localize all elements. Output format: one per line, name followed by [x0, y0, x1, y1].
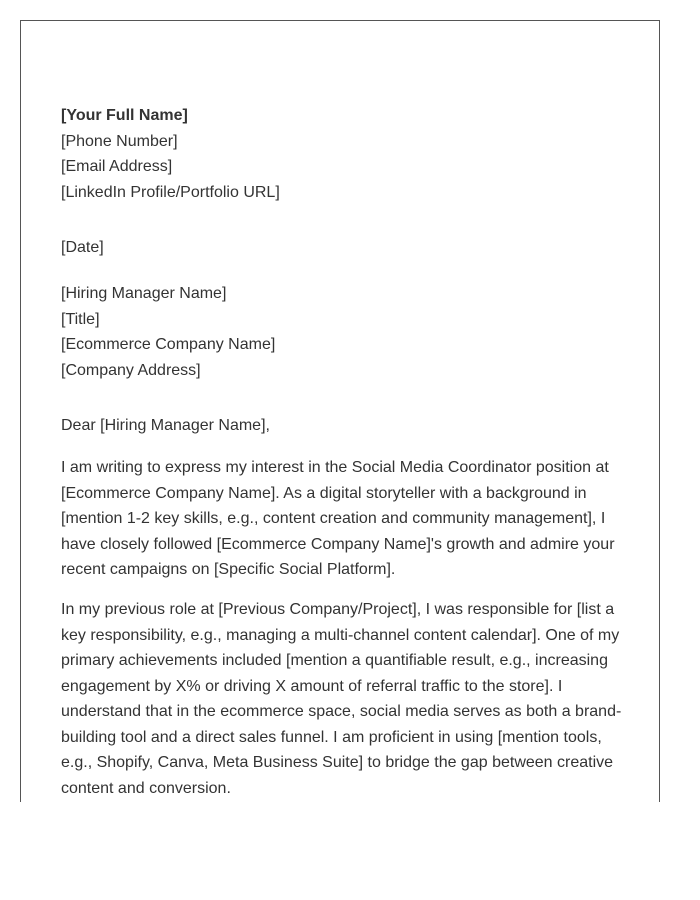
sender-block — [61, 103, 626, 205]
document-page — [20, 20, 660, 802]
sender-linkedin: [LinkedIn Profile/Portfolio URL] — [61, 183, 280, 201]
recipient-block — [61, 281, 626, 383]
spacer — [61, 383, 626, 413]
recipient-company: [Ecommerce Company Name] — [61, 336, 276, 354]
spacer — [61, 205, 626, 235]
letter-body — [61, 103, 626, 802]
salutation: Dear [Hiring Manager Name], — [61, 417, 270, 435]
sender-name: [Your Full Name] — [61, 107, 188, 124]
letter-date: [Date] — [61, 239, 104, 257]
sender-phone: [Phone Number] — [61, 132, 178, 150]
recipient-address: [Company Address] — [61, 361, 201, 379]
paragraph-experience: In my previous role at [Previous Company/Project], I was responsible for [list a key responsibility, e.g., managing a multi-channel content calendar]. One of my primary achievements included [mention a quantifiable result, e.g., increasing engagement by X% or driving X amount of referral traffic to the store]. I understand that in the ecommerce space, social media serves as both a brand-building tool and a direct sales funnel. I am proficient in using [mention tools, e.g., Shopify, Canva, Meta Business Suite] to bridge the gap between creative content and conversion. — [61, 600, 622, 798]
paragraph-intro: I am writing to express my interest in the Social Media Coordinator position at [Ecommerce Company Name]. As a digital storyteller with a background in [mention 1-2 key skills, e.g., content creation and community management], I have closely followed [Ecommerce Company Name]'s growth and admire your recent campaigns on [Specific Social Platform]. — [61, 458, 615, 579]
recipient-name: [Hiring Manager Name] — [61, 284, 227, 302]
spacer — [61, 261, 626, 281]
recipient-title: [Title] — [61, 310, 100, 328]
sender-email: [Email Address] — [61, 158, 173, 176]
